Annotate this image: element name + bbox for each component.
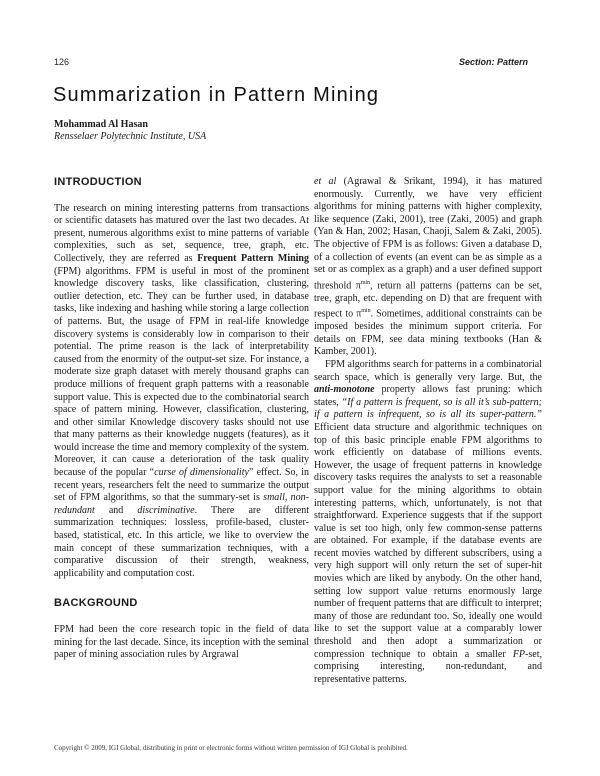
introduction-paragraph: The research on mining interesting patterns from transactions or scientific datasets has matured over the last two decades. At present, numerous algorithms exist to mine patterns of variable complexities, such as set, sequence, tree, graph, etc. Collectively, they are referred as Frequent Pattern Mining (FPM) algorithms. FPM is useful in most of the prominent knowledge discovery tasks, like classification, clustering, outlier detection, etc. They can be further used, in database tasks, like indexing and hashing while storing a large collection of patterns. But, the usage of FPM in real-life knowledge discovery systems is considerably low in comparison to their potential. The prime reason is the lack of interpretability caused from the enormity of the output-set size. For instance, a moderate size graph dataset with merely thousand graphs can produce millions of frequent graph patterns with a reasonable support value. This is expected due to the combinatorial search space of pattern mining. However, classification, clustering, and other similar Knowledge discovery tasks should not use that many patterns as their knowledge nuggets (features), as it would increase the time and memory complexity of the system. Moreover, it can cause a deterioration of the task quality because of the popular “curse of dimensionality” effect. So, in recent years, researchers felt the need to summarize the output set of FPM algorithms, so that the summary-set is small, non-redundant and discriminative. There are different summarization techniques: lossless, profile-based, cluster-based, statistical, etc. In this article, we like to overview the main concept of these summarization techniques, with a comparative discussion of their strength, weakness, applicability and computation cost. [54, 202, 310, 579]
background-paragraph-1-continued: et al (Agrawal & Srikant, 1994), it has matured enormously. Currently, we have very efficient algorithms for mining patterns with higher complexity, like sequence (Zaki, 2001), tree (Zaki, 2005) and graph (Yan & Han, 2002; Hasan, Chaoji, Salem & Zaki, 2005). The objective of FPM is as follows: Given a database D, of a collection of events (an event can be as simple as a set or as complex as a graph) and a user defined support threshold $\pi^{min}$, return all patterns (patterns can be set, tree, graph, etc. depending on D) that are frequent with respect to $\pi^{min}$. Sometimes, additional constraints can be imposed besides the minimum support criteria. For details on FPM, see data mining textbooks (Han & Kamber, 2001). [314, 176, 543, 358]
article-title: Summarization in Pattern Mining [53, 84, 380, 106]
background-heading: BACKGROUND [54, 597, 138, 610]
author-affiliation: Rensselaer Polytechnic Institute, USA [54, 131, 207, 142]
left-column [54, 176, 309, 662]
section-label: Section: Pattern [458, 57, 528, 67]
right-column [314, 176, 542, 686]
page-number: 126 [54, 57, 70, 67]
background-paragraph-1: FPM had been the core research topic in the field of data mining for the last decade. Since, its inception with the seminal paper of mining association rules by Argrawal [54, 624, 309, 661]
author-name: Mohammad Al Hasan [54, 119, 148, 130]
copyright-footer: Copyright © 2009, IGI Global, distributing in print or electronic forms without written permission of IGI Global is prohibited. [54, 744, 408, 752]
introduction-heading: INTRODUCTION [54, 176, 142, 188]
background-paragraph-2: FPM algorithms search for patterns in a combinatorial search space, which is generally very large. But, the anti-monotone property allows fast pruning: which states, “If a pattern is frequent, so is all it’s sub-pattern; if a pattern is infrequent, so is all its super-pattern.” Efficient data structure and algorithmic techniques on top of this basic principle enable FPM algorithms to work efficiently on database of millions events. However, the usage of frequent patterns in knowledge discovery tasks requires the analysts to set a reasonable support value for the mining algorithms to obtain interesting patterns, which, unfortunately, is not that straightforward. Experience suggests that if the support value is set too high, only few common-sense patterns are obtained. For example, if the database events are recent movies watched by different subscribers, using a very high support will only return the set of super-hit movies which are liked by anybody. On the other hand, setting low support value returns enormously large number of frequent patterns that are difficult to interpret; many of those are redundant too. So, ideally one would like to set the support value at a comparably lower threshold and then adopt a summarization or compression technique to obtain a smaller FP-set, comprising interesting, non-redundant, and representative patterns. [314, 358, 542, 685]
